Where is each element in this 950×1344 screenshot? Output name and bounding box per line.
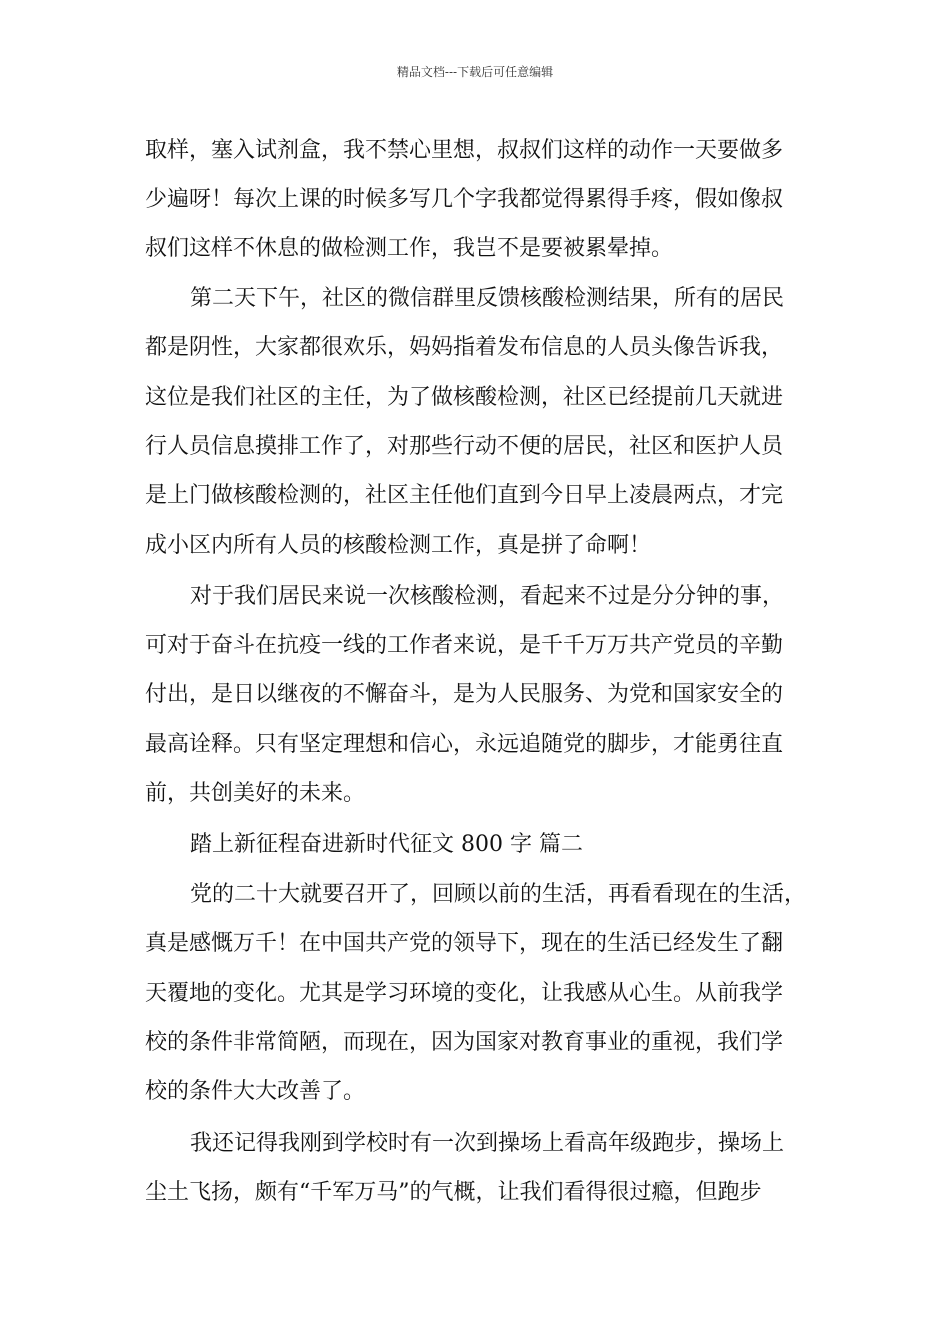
body-line: 最高诠释。只有坚定理想和信心，永远追随党的脚步，才能勇往直: [145, 732, 784, 757]
body-line: 校的条件大大改善了。: [145, 1079, 366, 1104]
paragraph-first-line: 对于我们居民来说一次核酸检测，看起来不过是分分钟的事，: [190, 584, 785, 609]
body-line: 前，共创美好的未来。: [145, 781, 366, 806]
body-line: 校的条件非常简陋，而现在，因为国家对教育事业的重视，我们学: [145, 1030, 784, 1055]
body-line: 可对于奋斗在抗疫一线的工作者来说，是千千万万共产党员的辛勤: [145, 633, 784, 658]
body-line: 叔们这样不休息的做检测工作，我岂不是要被累晕掉。: [145, 236, 674, 261]
paragraph-first-line: 第二天下午，社区的微信群里反馈核酸检测结果，所有的居民: [190, 286, 785, 311]
body-line: 都是阴性，大家都很欢乐，妈妈指着发布信息的人员头像告诉我，: [145, 335, 784, 360]
body-line: 这位是我们社区的主任，为了做核酸检测，社区已经提前几天就进: [145, 385, 784, 410]
body-line: 少遍呀！每次上课的时候多写几个字我都觉得累得手疼，假如像叔: [145, 187, 784, 212]
body-line: 取样，塞入试剂盒，我不禁心里想，叔叔们这样的动作一天要做多: [145, 138, 784, 163]
body-line: 尘土飞扬，颇有“千军万马”的气概，让我们看得很过瘾，但跑步: [145, 1180, 762, 1205]
body-line: 行人员信息摸排工作了，对那些行动不便的居民，社区和医护人员: [145, 434, 784, 459]
page-header: 精品文档---下载后可任意编辑: [396, 65, 554, 79]
section-heading: 踏上新征程奋进新时代征文 800 字 篇二: [190, 832, 583, 857]
body-line: 付出，是日以继夜的不懈奋斗，是为人民服务、为党和国家安全的: [145, 682, 784, 707]
body-line: 天覆地的变化。尤其是学习环境的变化，让我感从心生。从前我学: [145, 981, 784, 1006]
body-line: 是上门做核酸检测的，社区主任他们直到今日早上凌晨两点，才完: [145, 483, 784, 508]
body-line: 成小区内所有人员的核酸检测工作，真是拼了命啊！: [145, 533, 652, 558]
body-line: 真是感慨万千！在中国共产党的领导下，现在的生活已经发生了翻: [145, 931, 784, 956]
paragraph-first-line: 我还记得我刚到学校时有一次到操场上看高年级跑步，操场上: [190, 1131, 785, 1156]
paragraph-first-line: 党的二十大就要召开了，回顾以前的生活，再看看现在的生活，: [190, 882, 807, 907]
